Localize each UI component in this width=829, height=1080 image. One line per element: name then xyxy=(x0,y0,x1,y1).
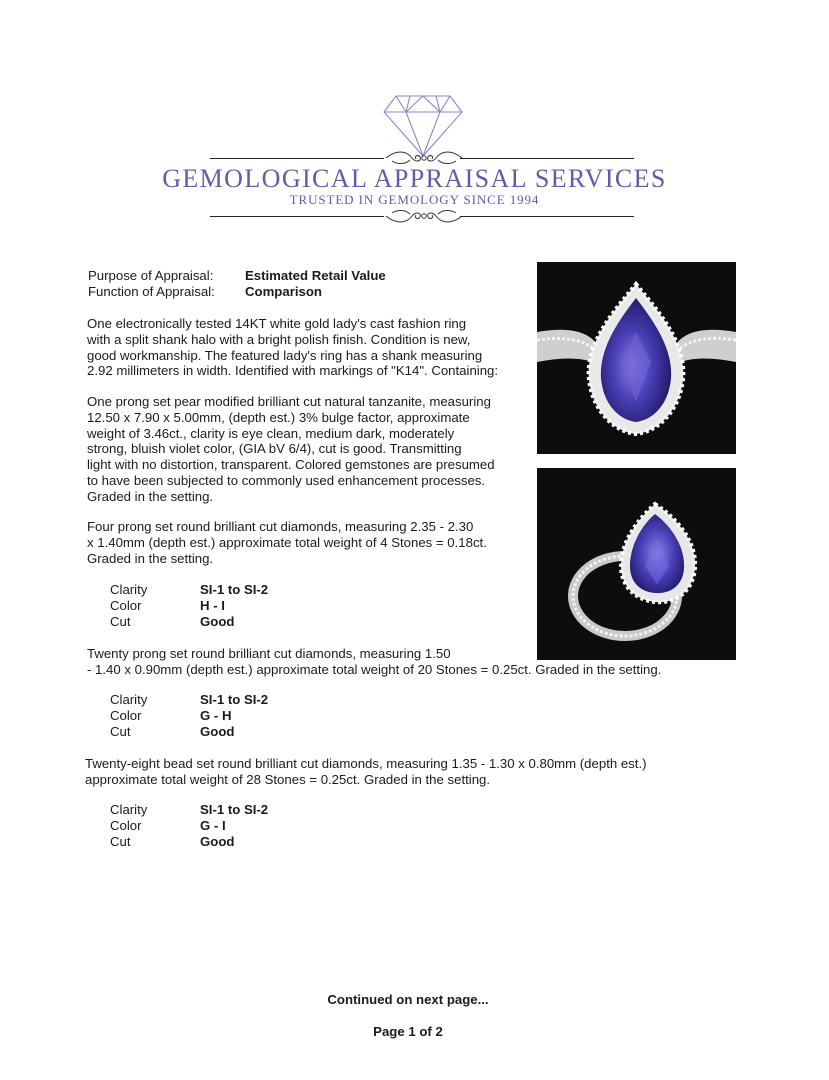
grade-value: Good xyxy=(200,613,235,629)
grade-label: Cut xyxy=(110,723,131,739)
grade-row xyxy=(110,818,268,834)
grade-value: SI-1 to SI-2 xyxy=(200,692,269,707)
grade-row xyxy=(110,834,268,850)
purpose-value: Estimated Retail Value xyxy=(245,268,386,283)
grade-label: Color xyxy=(110,597,142,613)
header-bottom-rule-left xyxy=(210,216,384,217)
purpose-label: Purpose of Appraisal: xyxy=(88,268,214,283)
text-line: Graded in the setting. xyxy=(87,550,214,566)
diamond-group-2-grades xyxy=(110,692,268,739)
function-value: Comparison xyxy=(245,284,322,299)
text-line: Twenty prong set round brilliant cut diamonds, measuring 1.50 xyxy=(87,646,451,661)
grade-row xyxy=(110,614,268,630)
header-top-rule-left xyxy=(210,158,384,159)
continued-note: Continued on next page... xyxy=(327,992,489,1007)
ornament-bottom-icon xyxy=(382,207,466,225)
tanzanite-description xyxy=(87,394,495,505)
text-line: One electronically tested 14KT white gold lady's cast fashion ring xyxy=(87,316,467,331)
ring-side-view-icon xyxy=(537,468,736,660)
grade-label: Cut xyxy=(110,613,131,629)
grade-row xyxy=(110,582,268,598)
header-top-rule-right xyxy=(460,158,634,159)
text-line: to have been subjected to commonly used enhancement processes. xyxy=(87,472,486,488)
text-line: 2.92 millimeters in width. Identified with markings of "K14". Containing: xyxy=(87,363,499,379)
grade-value: G - I xyxy=(200,817,226,833)
page-number: Page 1 of 2 xyxy=(373,1024,443,1039)
text-line: approximate total weight of 28 Stones = 0.25ct. Graded in the setting. xyxy=(85,771,491,787)
text-line: - 1.40 x 0.90mm (depth est.) approximate total weight of 20 Stones = 0.25ct. Graded in the setting. xyxy=(87,661,662,677)
text-line: Twenty-eight bead set round brilliant cut diamonds, measuring 1.35 - 1.30 x 0.80mm (depth est.) xyxy=(85,756,647,771)
text-line: One prong set pear modified brilliant cut natural tanzanite, measuring xyxy=(87,394,491,409)
text-line: good workmanship. The featured lady's ring has a shank measuring xyxy=(87,347,483,363)
text-line: with a split shank halo with a bright polish finish. Condition is new, xyxy=(87,331,471,347)
diamond-group-1-description xyxy=(87,519,487,566)
text-line: strong, bluish violet color, (GIA bV 6/4), cut is good. Transmitting xyxy=(87,441,462,457)
brand-tagline: TRUSTED IN GEMOLOGY SINCE 1994 xyxy=(289,192,540,207)
header-bottom-rule-right xyxy=(460,216,634,217)
ring-photo-side xyxy=(537,468,736,660)
text-line: x 1.40mm (depth est.) approximate total weight of 4 Stones = 0.18ct. xyxy=(87,534,487,550)
grade-value: H - I xyxy=(200,597,225,613)
ring-description xyxy=(87,316,498,379)
function-label: Function of Appraisal: xyxy=(88,284,215,299)
grade-value: Good xyxy=(200,833,235,849)
grade-row xyxy=(110,692,268,708)
grade-row xyxy=(110,802,268,818)
text-line: 12.50 x 7.90 x 5.00mm, (depth est.) 3% bulge factor, approximate xyxy=(87,409,470,425)
ring-top-view-icon xyxy=(537,262,736,454)
grade-row xyxy=(110,708,268,724)
grade-value: G - H xyxy=(200,707,232,723)
grade-label: Cut xyxy=(110,833,131,849)
diamond-group-3-description xyxy=(85,756,647,788)
text-line: Four prong set round brilliant cut diamonds, measuring 2.35 - 2.30 xyxy=(87,519,474,534)
diamond-group-3-grades xyxy=(110,802,268,849)
text-line: light with no distortion, transparent. Colored gemstones are presumed xyxy=(87,457,495,473)
grade-label: Clarity xyxy=(110,802,148,817)
grade-row xyxy=(110,598,268,614)
grade-value: SI-1 to SI-2 xyxy=(200,582,269,597)
grade-label: Clarity xyxy=(110,692,148,707)
grade-label: Color xyxy=(110,817,142,833)
ring-photo-top xyxy=(537,262,736,454)
grade-row xyxy=(110,724,268,740)
brand-name: GEMOLOGICAL APPRAISAL SERVICES xyxy=(162,164,667,193)
text-line: weight of 3.46ct., clarity is eye clean, medium dark, moderately xyxy=(87,425,455,441)
grade-label: Color xyxy=(110,707,142,723)
grade-label: Clarity xyxy=(110,582,148,597)
grade-value: SI-1 to SI-2 xyxy=(200,802,269,817)
grade-value: Good xyxy=(200,723,235,739)
diamond-group-1-grades xyxy=(110,582,268,629)
text-line: Graded in the setting. xyxy=(87,488,214,504)
